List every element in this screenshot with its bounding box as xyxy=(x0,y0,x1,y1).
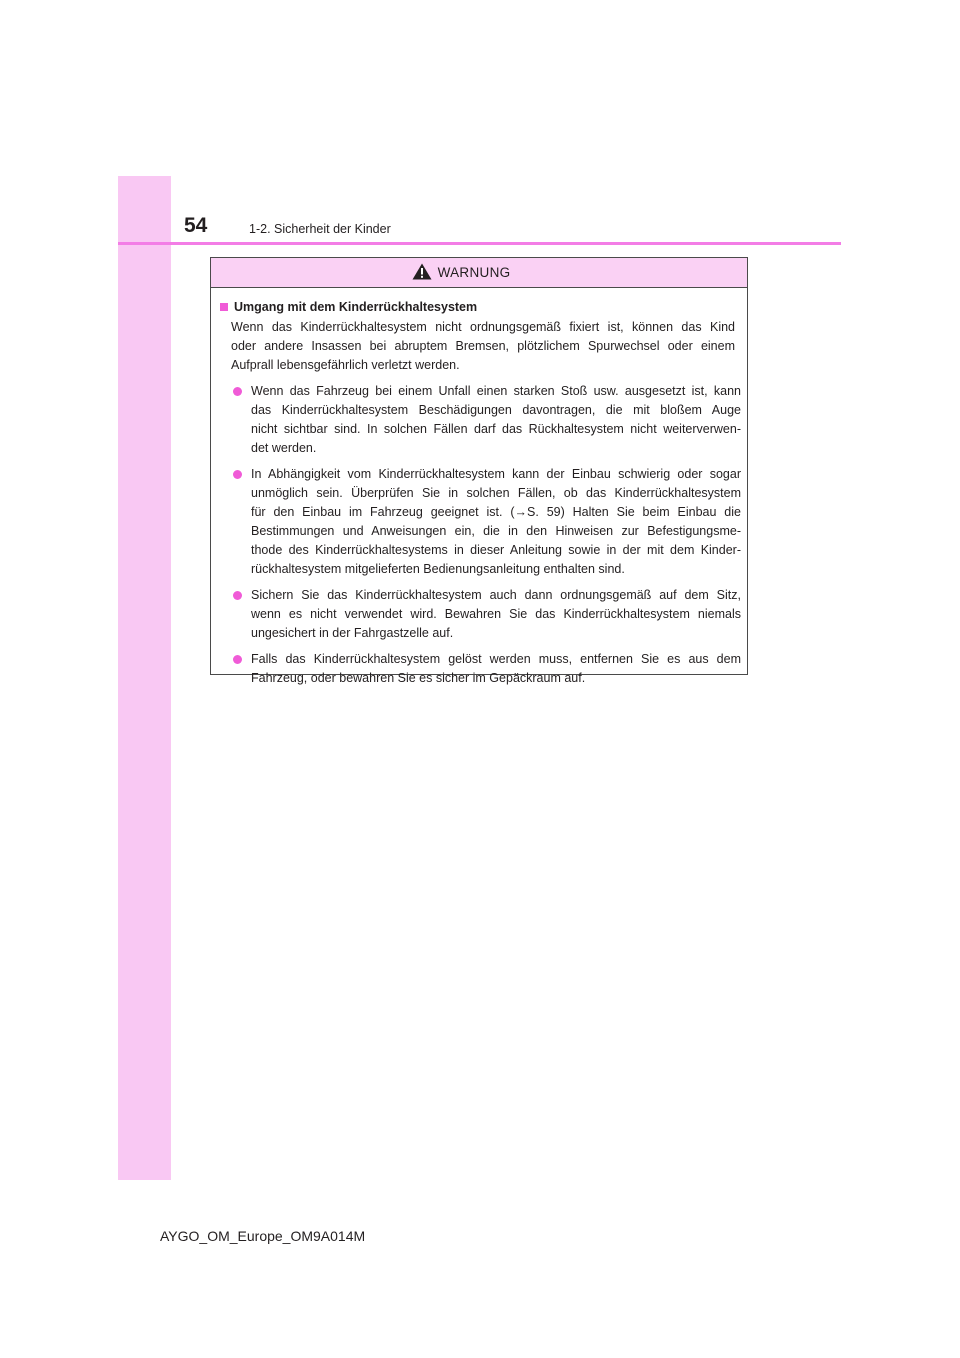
bullet-item xyxy=(231,465,741,579)
warning-header xyxy=(211,258,747,288)
document-code: AYGO_OM_Europe_OM9A014M xyxy=(160,1228,366,1244)
chapter-side-tab xyxy=(118,176,171,1180)
bullet-line: Wenn das Fahrzeug bei einem Unfall einen starken Stoß usw. ausgesetzt ist, kann xyxy=(251,384,741,398)
warning-title: WARNUNG xyxy=(437,265,511,280)
intro-line: Wenn das Kinderrückhaltesystem nicht ordnungsgemäß fixiert ist, können das Kind xyxy=(231,320,735,334)
bullet-line: für den Einbau im Fahrzeug geeignet ist. (→S. 59) Halten Sie beim Einbau die xyxy=(251,505,741,519)
bullet-item xyxy=(231,586,741,643)
warning-intro xyxy=(231,318,741,375)
bullet-line: Sichern Sie das Kinderrückhaltesystem auch dann ordnungsgemäß auf dem Sitz, xyxy=(251,588,741,602)
bullet-line: das Kinderrückhaltesystem Beschädigungen davontragen, die mit bloßem Auge xyxy=(251,403,741,417)
bullet-line: unmöglich sein. Überprüfen Sie in solchen Fällen, ob das Kinderrückhaltesystem xyxy=(251,486,741,500)
round-bullet-icon xyxy=(233,655,242,664)
square-bullet-icon xyxy=(220,303,228,311)
bullet-line: ungesichert in der Fahrgastzelle auf. xyxy=(251,626,454,640)
bullet-line: Bestimmungen und Anweisungen ein, die in den Hinweisen zur Befestigungsme- xyxy=(251,524,741,538)
bullet-line: wenn es nicht verwendet wird. Bewahren Sie das Kinderrückhaltesystem niemals xyxy=(251,607,741,621)
bullet-line: rückhaltesystem mitgelieferten Bedienungsanleitung enthalten sind. xyxy=(251,562,625,576)
warning-triangle-icon xyxy=(412,263,432,280)
round-bullet-icon xyxy=(233,387,242,396)
bullet-item xyxy=(231,650,741,688)
bullet-line: In Abhängigkeit vom Kinderrückhaltesystem kann der Einbau schwierig oder sogar xyxy=(251,467,741,481)
header-rule xyxy=(118,242,841,245)
warning-heading xyxy=(220,300,741,314)
warning-heading-text: Umgang mit dem Kinderrückhaltesystem xyxy=(234,300,478,314)
round-bullet-icon xyxy=(233,470,242,479)
bullet-line: det werden. xyxy=(251,441,317,455)
section-title: 1-2. Sicherheit der Kinder xyxy=(249,222,391,236)
bullet-line: Fahrzeug, oder bewahren Sie es sicher im Gepäckraum auf. xyxy=(251,671,586,685)
bullet-line: nicht sichtbar sind. In solchen Fällen darf das Rückhaltesystem nicht weiterverwen- xyxy=(251,422,741,436)
bullet-line: Falls das Kinderrückhaltesystem gelöst werden muss, entfernen Sie es aus dem xyxy=(251,652,741,666)
intro-line: Aufprall lebensgefährlich verletzt werden. xyxy=(231,358,460,372)
warning-box xyxy=(210,257,748,685)
page-number: 54 xyxy=(184,214,208,237)
intro-line: oder andere Insassen bei abruptem Bremsen, plötzlichem Spurwechsel oder einem xyxy=(231,339,735,353)
bullet-line: thode des Kinderrückhaltesystems in dieser Anleitung sowie in der mit dem Kinder- xyxy=(251,543,741,557)
warning-body xyxy=(211,288,747,688)
bullet-item xyxy=(231,382,741,458)
round-bullet-icon xyxy=(233,591,242,600)
